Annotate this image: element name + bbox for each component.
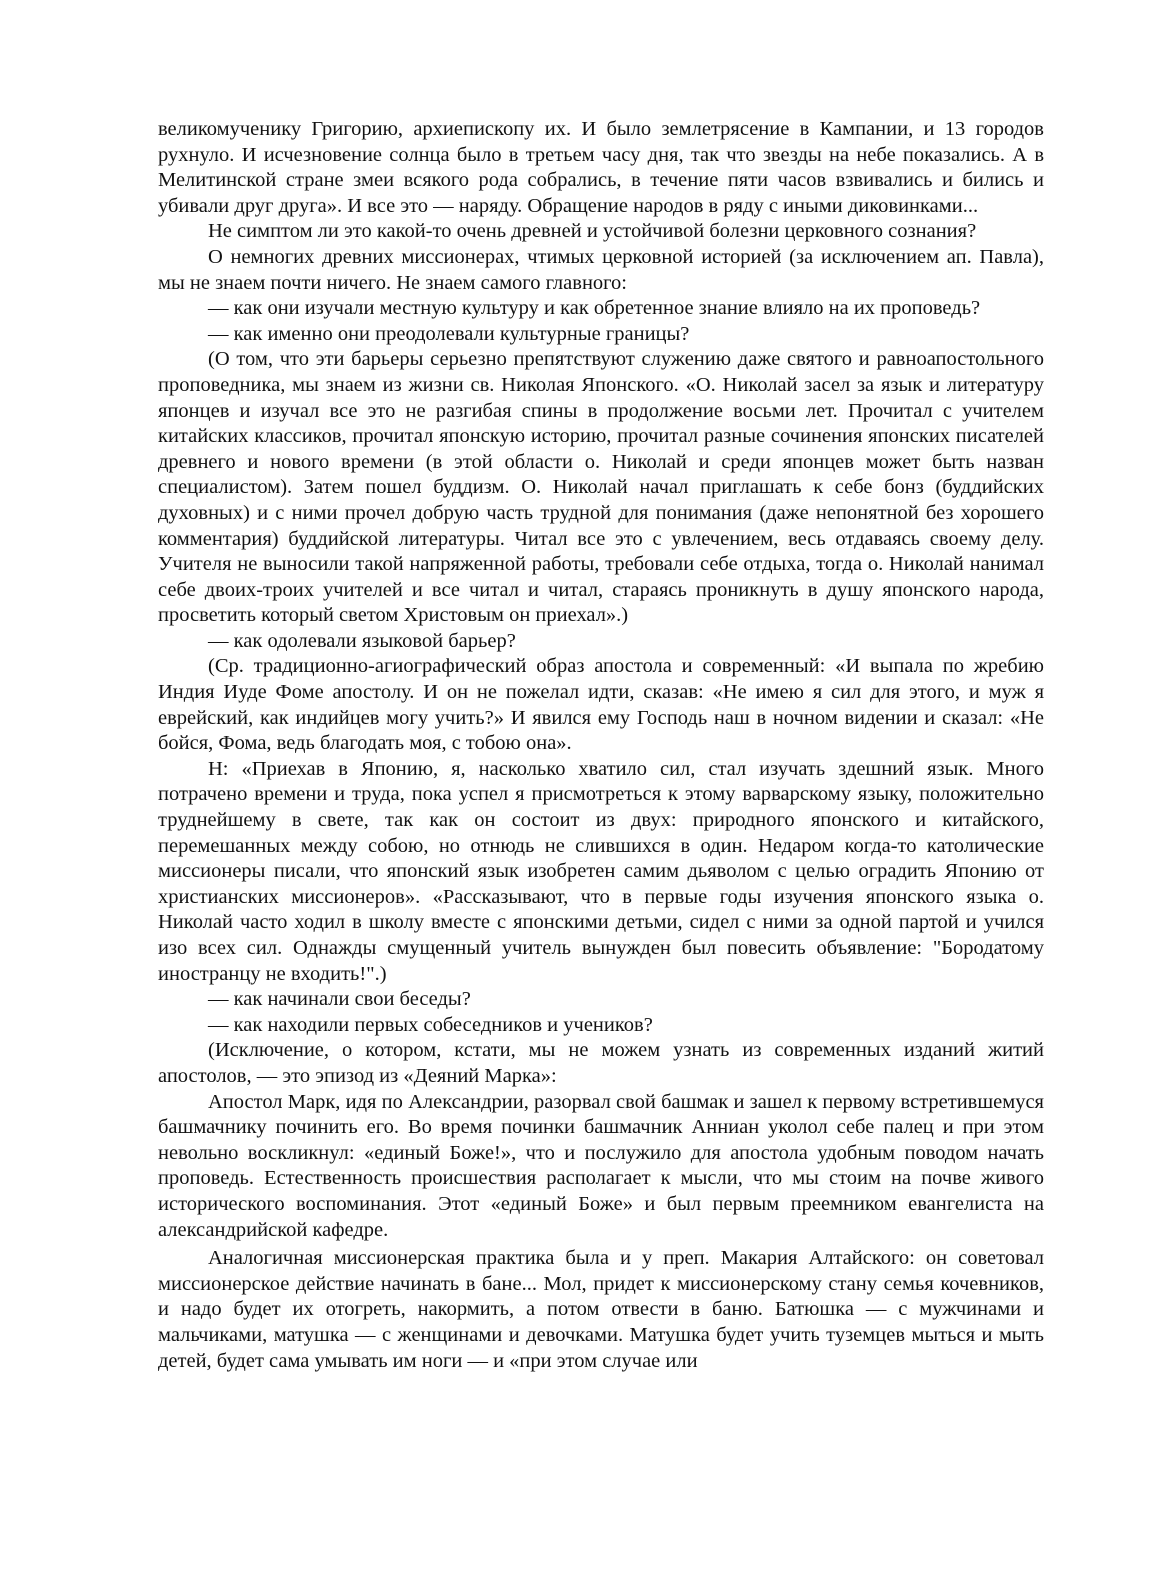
- paragraph-11: — как находили первых собеседников и учеников?: [208, 1013, 653, 1036]
- paragraph-5: — как именно они преодолевали культурные границы?: [208, 322, 690, 345]
- paragraph-13: Апостол Марк, идя по Александрии, разорвал свой башмак и зашел к первому встретившемуся башмачнику починить его. Во время починки башмачник Анниан уколол себе палец и при этом невольно воскликнул: «единый Боже!», что и послужило для апостола удобным поводом начать проповедь. Естественность происшествия располагает к мысли, что мы стоим на почве живого исторического воспоминания. Этот «единый Боже» и был первым преемником евангелиста на александрийской кафедре.: [158, 1090, 1044, 1241]
- paragraph-7: — как одолевали языковой барьер?: [208, 629, 516, 652]
- paragraph-12: (Исключение, о котором, кстати, мы не можем узнать из современных изданий житий апостолов, — это эпизод из «Деяний Марка»:: [158, 1039, 1044, 1087]
- paragraph-14: Аналогичная миссионерская практика была и у преп. Макария Алтайского: он советовал миссионерское действие начинать в бане... Мол, придет к миссионерскому стану семья кочевников, и надо будет их отогреть, накормить, а потом отвести в баню. Батюшка — с мужчинами и мальчиками, матушка — с женщинами и девочками. Матушка будет учить туземцев мыться и мыть детей, будет сама умывать им ноги — и «при этом случае или: [158, 1247, 1044, 1372]
- paragraph-8: (Ср. традиционно-агиографический образ апостола и современный: «И выпала по жребию Индия Иуде Фоме апостолу. И он не пожелал идти, сказав: «Не имею я сил для этого, и муж я еврейский, как индийцев могу учить?» И явился ему Господь наш в ночном видении и сказал: «Не бойся, Фома, ведь благодать моя, с тобою она».: [158, 655, 1044, 755]
- paragraph-3: О немногих древних миссионерах, чтимых церковной историей (за исключением ап. Павла), мы не знаем почти ничего. Не знаем самого главного:: [158, 245, 1044, 294]
- paragraph-9: Н: «Приехав в Японию, я, насколько хватило сил, стал изучать здешний язык. Много потрачено времени и труда, пока успел я присмотреться к этому варварскому языку, положительно труднейшему в свете, так как он состоит из двух: природного японского и китайского, перемешанных между собою, но отнюдь не слившихся в один. Недаром когда-то католические миссионеры писали, что японский язык изобретен самим дьяволом с целью оградить Японию от христианских миссионеров». «Рассказывают, что в первые годы изучения японского языка о. Николай часто ходил в школу вместе с японскими детьми, сидел с ними за одной партой и учился изо всех сил. Однажды смущенный учитель вынужден был повесить объявление: "Бородатому иностранцу не входить!".): [158, 757, 1044, 985]
- paragraph-2: Не симптом ли это какой-то очень древней и устойчивой болезни церковного сознания?: [208, 220, 977, 243]
- paragraph-10: — как начинали свои беседы?: [208, 988, 471, 1011]
- paragraph-1: великомученику Григорию, архиепископу их. И было землетрясение в Кампании, и 13 городов рухнуло. И исчезновение солнца было в третьем часу дня, так что звезды на небе показались. А в Мелитинской стране змеи всякого рода собрались, в течение пяти часов взвивались и бились и убивали друг друга». И все это — наряду. Обращение народов в ряду с иными диковинками...: [158, 118, 1044, 217]
- document-page: [158, 117, 1044, 1374]
- paragraph-4: — как они изучали местную культуру и как обретенное знание влияло на их проповедь?: [208, 297, 981, 320]
- paragraph-6: (О том, что эти барьеры серьезно препятствуют служению даже святого и равноапостольного проповедника, мы знаем из жизни св. Николая Японского. «О. Николай засел за язык и литературу японцев и изучал все это не разгибая спины в продолжение восьми лет. Прочитал с учителем китайских классиков, прочитал японскую историю, прочитал разные сочинения японских писателей древнего и нового времени (в этой области о. Николай и среди японцев может быть назван специалистом). Затем пошел буддизм. О. Николай начал приглашать к себе бонз (буддийских духовных) и с ними прочел добрую часть трудной для понимания (даже непонятной без хорошего комментария) буддийской литературы. Читал все это с увлечением, весь отдаваясь своему делу. Учителя не выносили такой напряженной работы, требовали себе отдыха, тогда о. Николай нанимал себе двоих-троих учителей и все читал и читал, стараясь проникнуть в душу японского народа, просветить который светом Христовым он приехал».): [158, 348, 1044, 627]
